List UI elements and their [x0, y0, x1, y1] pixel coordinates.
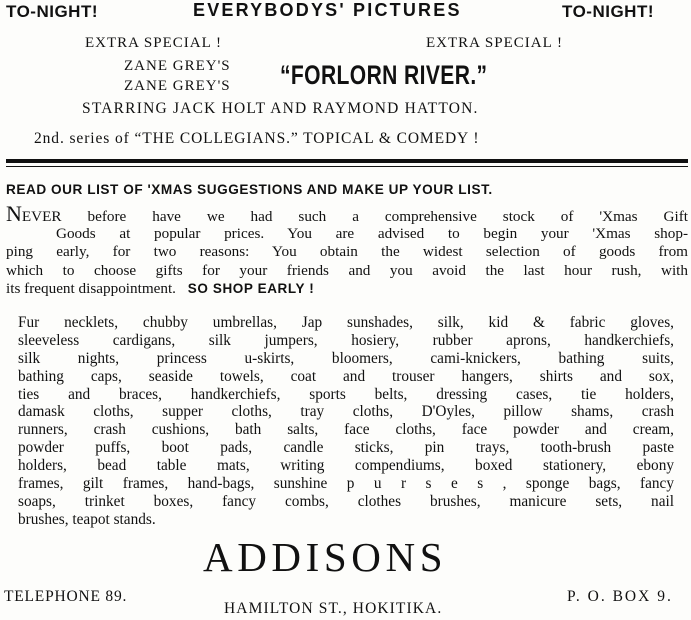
intro-paragraph: [6, 201, 688, 299]
divider-rule-thin: [6, 166, 688, 167]
cinema-name-banner: EVERYBODYS' PICTURES: [193, 0, 462, 20]
gift-list-line: brushes, teapot stands.: [18, 510, 156, 528]
supporting-program-line: 2nd. series of “THE COLLEGIANS.” TOPICAL & COMEDY !: [34, 130, 480, 147]
gift-list-line: powder puffs, boot pads, candle sticks, pin trays, tooth-brush paste: [18, 439, 674, 457]
intro-line: [6, 262, 688, 281]
gift-list-line: holders, bead table mats, writing compendiums, boxed stationery, ebony: [18, 457, 674, 475]
po-box-number: P. O. BOX 9.: [567, 588, 673, 605]
extra-special-left: EXTRA SPECIAL !: [85, 35, 222, 51]
gift-list-line: sleeveless cardigans, silk jumpers, hosiery, rubber aprons, handkerchiefs,: [18, 331, 674, 349]
gift-list-line: soaps, trinket boxes, fancy combs, clothes brushes, manicure sets, nail: [18, 492, 674, 510]
intro-line-text: its frequent disappointment.: [6, 280, 176, 297]
author-credit-line-2: ZANE GREY'S: [124, 78, 231, 94]
gift-list-line: frames, gilt frames, hand-bags, sunshine p u r s e s , sponge bags, fancy: [18, 475, 674, 493]
tonight-left-banner: TO-NIGHT!: [6, 2, 99, 21]
author-credit-line-1: ZANE GREY'S: [124, 58, 231, 74]
gift-list-line: Fur necklets, chubby umbrellas, Jap sunshades, silk, kid & fabric gloves,: [18, 314, 674, 331]
intro-line-text: Goods at popular prices. You are advised to begin your 'Xmas shop-: [56, 224, 688, 242]
store-name-heading: ADDISONS: [203, 534, 448, 580]
store-address: HAMILTON ST., HOKITIKA.: [224, 600, 443, 617]
telephone-number: TELEPHONE 89.: [4, 588, 128, 605]
tonight-right-banner: TO-NIGHT!: [562, 2, 655, 21]
feature-film-title: “FORLORN RIVER.”: [280, 60, 488, 90]
intro-line: [6, 243, 688, 262]
intro-line-text: which to choose gifts for your friends and you avoid the last hour rush, with: [6, 261, 688, 279]
shop-headline: READ OUR LIST OF 'XMAS SUGGESTIONS AND MAKE UP YOUR LIST.: [6, 182, 493, 197]
shop-early-slogan: SO SHOP EARLY !: [187, 281, 315, 296]
gift-list-line: bathing caps, seaside towels, coat and trouser hangers, shirts and sox,: [18, 367, 674, 385]
extra-special-right: EXTRA SPECIAL !: [426, 35, 563, 51]
starring-line: STARRING JACK HOLT AND RAYMOND HATTON.: [82, 100, 479, 117]
intro-line: [6, 201, 688, 226]
divider-rule-thick: [6, 159, 688, 163]
gift-list-line: damask cloths, supper cloths, tray cloths, D'Oyles, pillow shams, crash: [18, 403, 674, 421]
gift-list-line: ties and braces, handkerchiefs, sports belts, dressing cases, tie holders,: [18, 385, 674, 403]
intro-line-text: EVER before have we had such a comprehensive stock of 'Xmas Gift: [21, 208, 688, 225]
drop-cap-letter: N: [6, 201, 22, 226]
intro-line: [6, 225, 688, 244]
intro-line: [6, 280, 688, 299]
gift-list-paragraph: [18, 314, 674, 529]
gift-list-line: runners, crash cushions, bath salts, face cloths, face powder and cream,: [18, 421, 674, 439]
gift-list-line: silk nights, princess u-skirts, bloomers, cami-knickers, bathing suits,: [18, 349, 674, 367]
intro-line-text: ping early, for two reasons: You obtain the widest selection of goods from: [6, 243, 688, 260]
